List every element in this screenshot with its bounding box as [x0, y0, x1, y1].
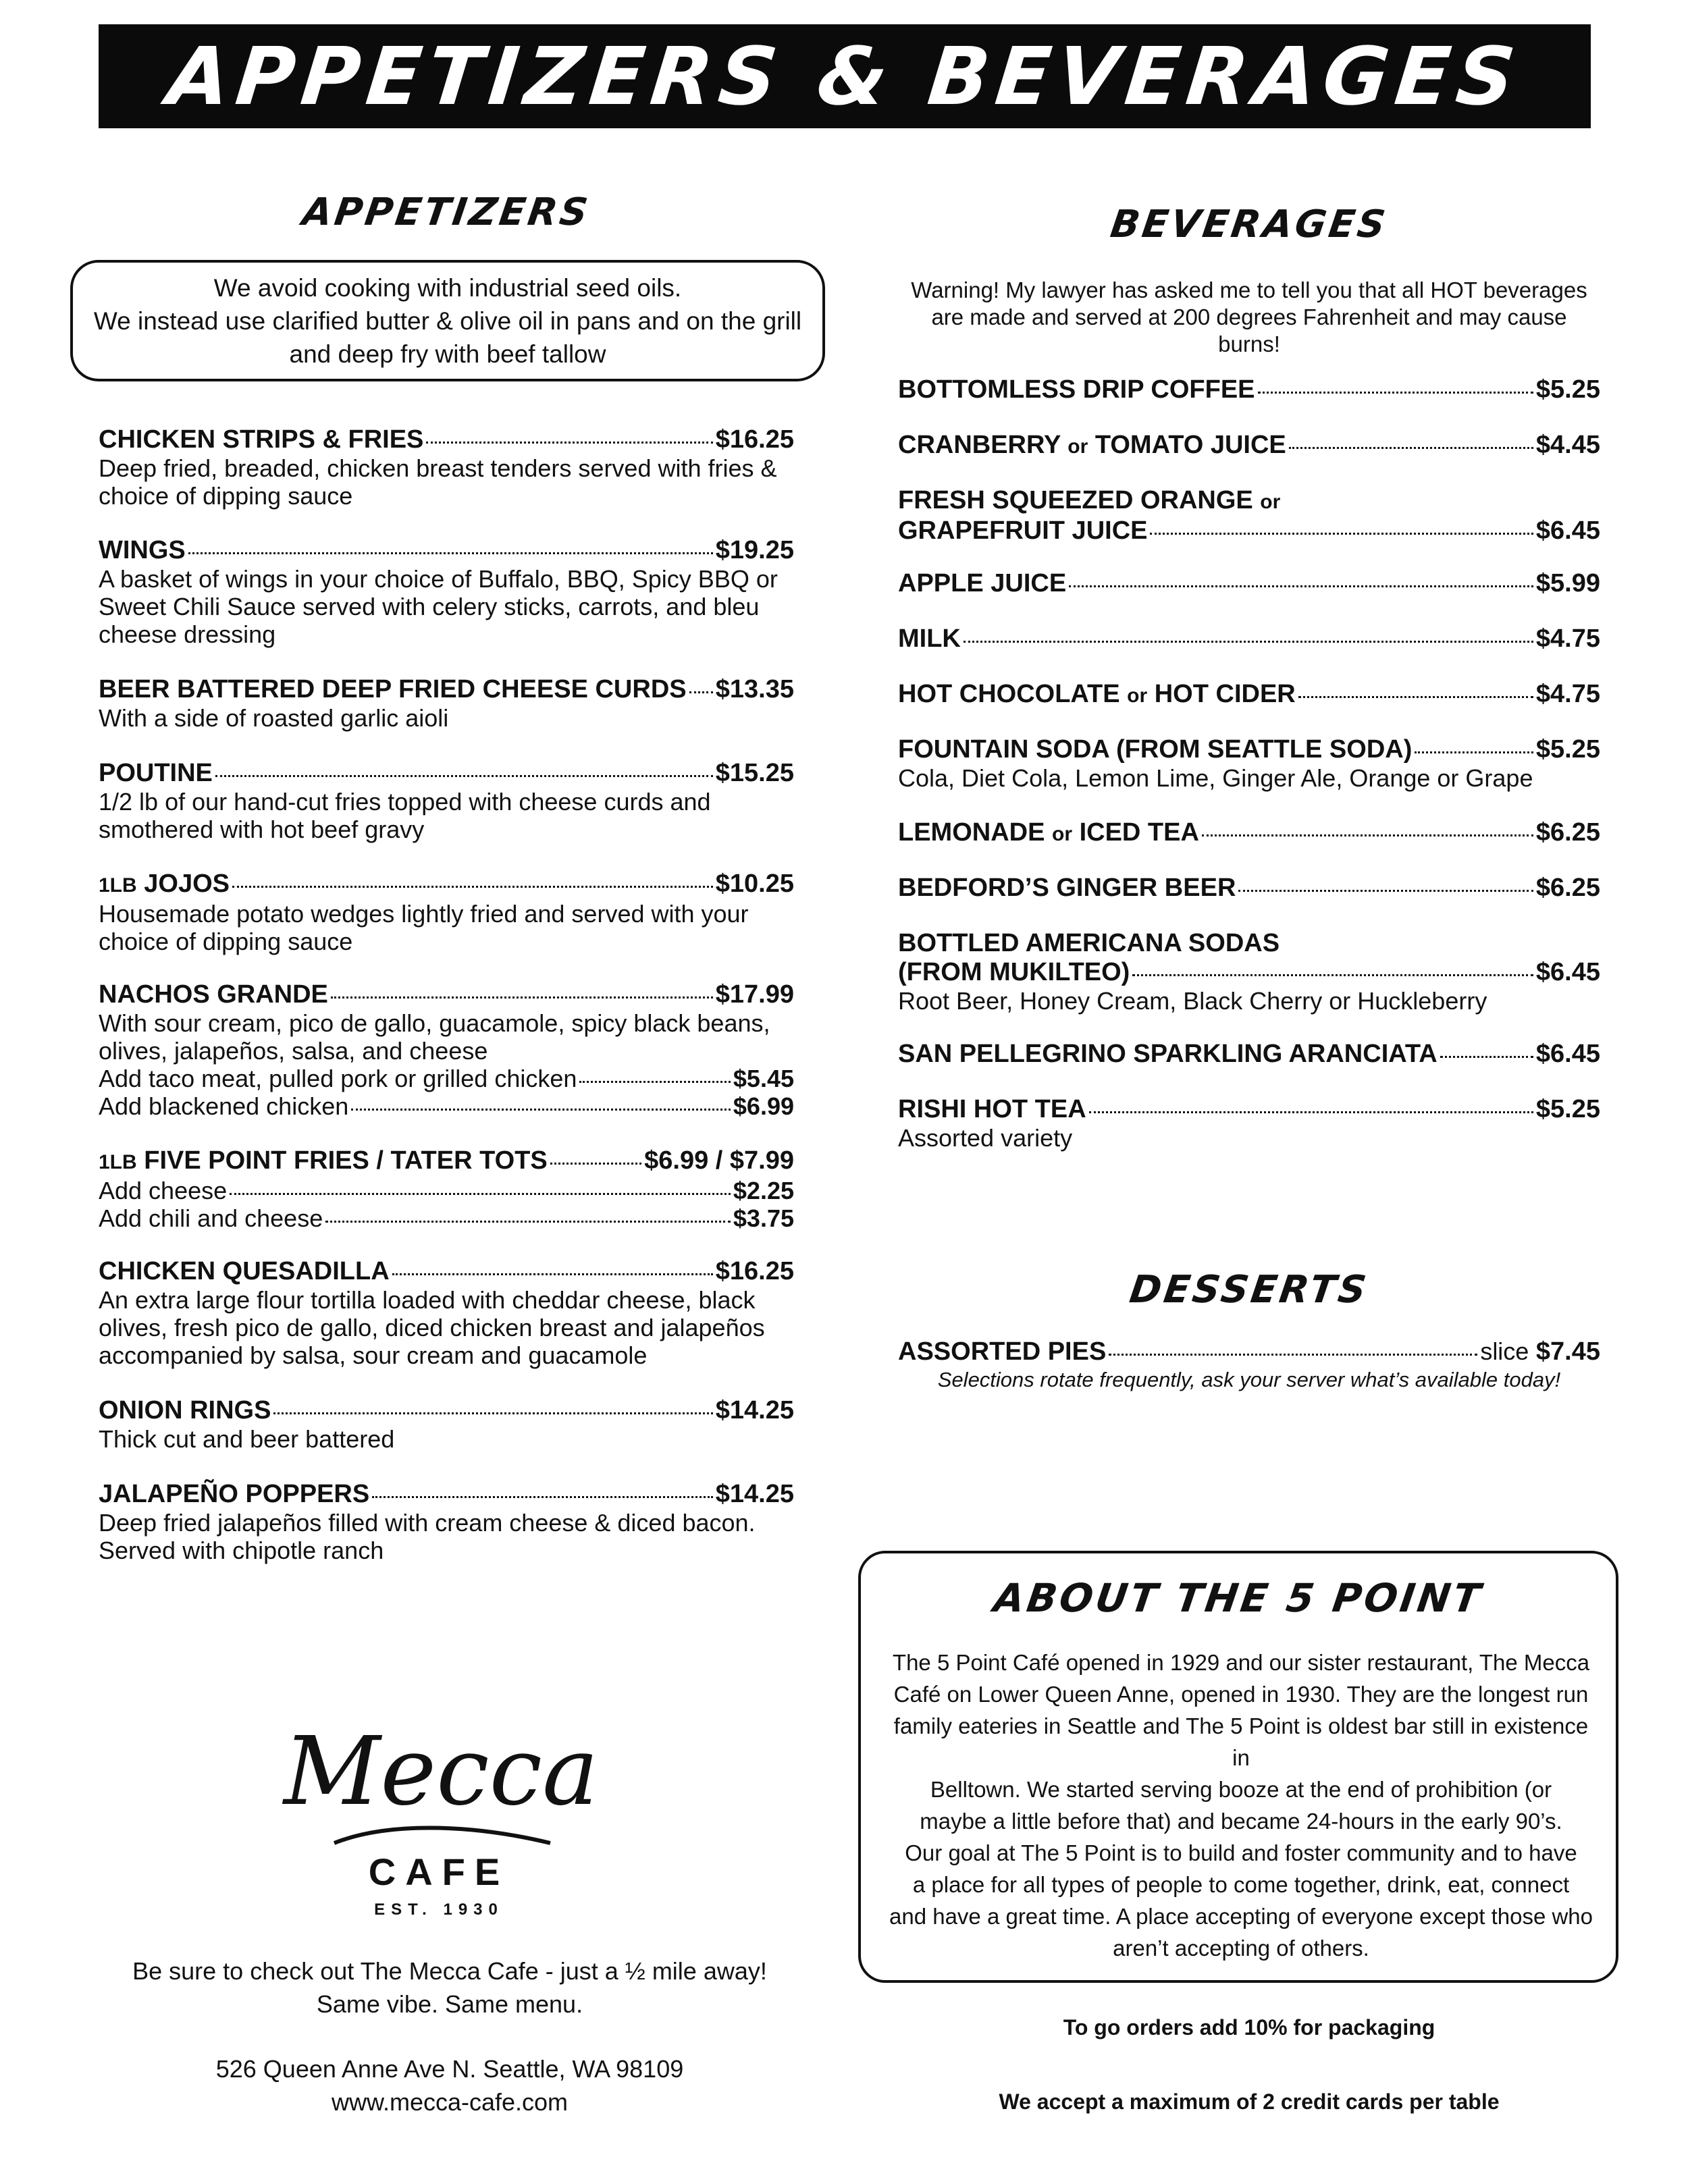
about-line: and have a great time. A place accepting of everyone except those who	[889, 1904, 1593, 1929]
item-description: Housemade potato wedges lightly fried and served with your choice of dipping sauce	[99, 900, 749, 955]
menu-item	[898, 569, 1600, 598]
mecca-cafe-logo	[284, 1715, 599, 1938]
about-line: family eateries in Seattle and The 5 Point is oldest bar still in existence in	[893, 1713, 1589, 1770]
leader-dots	[351, 1109, 731, 1111]
item-size-prefix: 1LB	[99, 874, 137, 897]
leader-dots	[1415, 751, 1533, 753]
logo-word: CAFE	[368, 1850, 510, 1893]
item-description: With sour cream, pico de gallo, guacamole, spicy black beans, olives, jalapeños, salsa, and cheese	[99, 1009, 770, 1065]
addon-price: $3.75	[733, 1204, 794, 1232]
addon-price: $6.99	[733, 1092, 794, 1120]
notice-line: We instead use clarified butter & olive oil in pans and on the grill	[93, 307, 802, 335]
leader-dots	[1258, 392, 1533, 394]
menu-item	[99, 425, 794, 510]
item-name-part: CRANBERRY	[898, 431, 1061, 459]
about-line: maybe a little before that) and became 24-hours in the early 90’s.	[920, 1809, 1562, 1834]
leader-dots	[426, 442, 712, 444]
addon-label: Add blackened chicken	[99, 1092, 349, 1120]
seed-oil-notice	[70, 260, 825, 381]
item-price: $5.25	[1535, 1095, 1600, 1123]
leader-dots	[188, 552, 713, 554]
about-line: Belltown. We started serving booze at the end of prohibition (or	[930, 1777, 1552, 1802]
menu-item	[898, 1095, 1600, 1152]
item-name-part: HOT CHOCOLATE	[898, 680, 1120, 708]
item-name-or: or	[1260, 491, 1281, 513]
item-price: $5.25	[1535, 735, 1600, 764]
item-description: Deep fried jalapeños filled with cream cheese & diced bacon. Served with chipotle ranch	[99, 1509, 756, 1564]
item-price: $16.25	[715, 425, 794, 454]
about-line: Café on Lower Queen Anne, opened in 1930. They are the longest run	[893, 1682, 1589, 1707]
leader-dots	[331, 996, 713, 998]
item-name: CHICKEN QUESADILLA	[99, 1257, 390, 1285]
item-description: An extra large flour tortilla loaded with cheddar cheese, black olives, fresh pico de gallo, diced chicken breast and jalapeños accompanied by salsa, sour cream and guacamole	[99, 1286, 765, 1369]
leader-dots	[1202, 834, 1533, 836]
item-price: $4.45	[1535, 431, 1600, 459]
item-price: $6.25	[1535, 874, 1600, 902]
leader-dots	[1109, 1354, 1477, 1356]
about-line: a place for all types of people to come together, drink, eat, connect	[912, 1872, 1570, 1897]
logo-est: EST. 1930	[374, 1900, 504, 1919]
leader-dots	[1089, 1111, 1533, 1113]
leader-dots	[579, 1081, 731, 1083]
item-price: $6.45	[1535, 516, 1600, 545]
item-price: $6.45	[1535, 958, 1600, 986]
item-name-or: or	[1052, 823, 1073, 845]
street-address: 526 Queen Anne Ave N. Seattle, WA 98109	[215, 2055, 684, 2083]
item-name-line1: BOTTLED AMERICANA SODAS	[898, 929, 1280, 957]
addon-label: Add chili and cheese	[99, 1204, 323, 1232]
leader-dots	[325, 1221, 731, 1223]
menu-item	[99, 675, 794, 732]
item-name-line1	[898, 486, 1600, 516]
about-title: ABOUT THE 5 POINT	[991, 1575, 1486, 1621]
item-description: 1/2 lb of our hand-cut fries topped with cheese curds and smothered with hot beef gravy	[99, 788, 711, 843]
item-name: BEER BATTERED DEEP FRIED CHEESE CURDS	[99, 675, 687, 703]
item-description: Root Beer, Honey Cream, Black Cherry or Huckleberry	[898, 987, 1487, 1015]
website-link[interactable]: www.mecca-cafe.com	[331, 2088, 569, 2116]
item-name-part: FRESH SQUEEZED ORANGE	[898, 486, 1253, 514]
item-name-part: HOT CIDER	[1154, 680, 1296, 708]
item-name-text: FIVE POINT FRIES / TATER TOTS	[144, 1146, 548, 1175]
menu-item	[898, 375, 1600, 404]
item-description: Thick cut and beer battered	[99, 1425, 395, 1453]
item-name-part: ICED TEA	[1079, 818, 1199, 847]
item-price: $16.25	[715, 1257, 794, 1285]
item-name	[898, 431, 1286, 461]
item-price: $4.75	[1535, 624, 1600, 653]
item-name: BOTTOMLESS DRIP COFFEE	[898, 375, 1255, 404]
item-name-part: TOMATO JUICE	[1094, 431, 1286, 459]
item-description: A basket of wings in your choice of Buffalo, BBQ, Spicy BBQ or Sweet Chili Sauce served with celery sticks, carrots, and bleu cheese dressing	[99, 565, 778, 648]
about-text	[888, 1647, 1594, 1964]
item-name: CHICKEN STRIPS & FRIES	[99, 425, 424, 454]
menu-item	[99, 1396, 794, 1453]
item-name	[898, 818, 1199, 849]
address-block	[99, 2052, 801, 2119]
notice-line: We avoid cooking with industrial seed oils.	[213, 273, 682, 302]
menu-item	[99, 1257, 794, 1369]
leader-dots	[230, 1193, 731, 1195]
about-line: The 5 Point Café opened in 1929 and our sister restaurant, The Mecca	[892, 1650, 1590, 1675]
item-unit: slice	[1480, 1337, 1529, 1365]
leader-dots	[273, 1412, 712, 1414]
leader-dots	[550, 1163, 641, 1165]
item-price: $6.99 / $7.99	[644, 1146, 794, 1175]
leader-dots	[1298, 696, 1533, 698]
promo-line: Same vibe. Same menu.	[316, 1990, 583, 2018]
menu-item	[99, 1146, 794, 1232]
desserts-title: DESSERTS	[1127, 1268, 1371, 1312]
item-price: $7.45	[1535, 1337, 1600, 1366]
leader-dots	[1289, 447, 1533, 449]
addon-label: Add taco meat, pulled pork or grilled chicken	[99, 1065, 577, 1092]
hot-beverage-warning: Warning! My lawyer has asked me to tell you that all HOT beverages are made and served at 200 degrees Fahrenheit and may cause burns!	[911, 277, 1587, 356]
item-addon	[99, 1065, 794, 1092]
page-banner	[99, 24, 1591, 128]
item-name: NACHOS GRANDE	[99, 980, 328, 1009]
item-addon	[99, 1204, 794, 1232]
leader-dots	[1069, 585, 1533, 587]
menu-item	[898, 818, 1600, 849]
item-name: SAN PELLEGRINO SPARKLING ARANCIATA	[898, 1040, 1438, 1068]
menu-item	[898, 486, 1600, 545]
item-name-text: JOJOS	[144, 870, 230, 898]
item-description: With a side of roasted garlic aioli	[99, 704, 449, 732]
item-name: BEDFORD’S GINGER BEER	[898, 874, 1236, 902]
leader-dots	[1440, 1056, 1533, 1058]
beverages-title: BEVERAGES	[1107, 203, 1391, 246]
item-price: $5.25	[1535, 375, 1600, 404]
item-size-prefix: 1LB	[99, 1151, 137, 1173]
dessert-note: Selections rotate frequently, ask your server what’s available today!	[937, 1368, 1561, 1391]
menu-item	[99, 759, 794, 843]
item-name: GRAPEFRUIT JUICE	[898, 516, 1148, 545]
about-box	[858, 1551, 1618, 1983]
item-addon	[99, 1092, 794, 1120]
item-description: Deep fried, breaded, chicken breast tenders served with fries & choice of dipping sauce	[99, 454, 777, 510]
item-name: JALAPEÑO POPPERS	[99, 1480, 370, 1508]
menu-item	[898, 874, 1600, 903]
item-name: WINGS	[99, 536, 186, 564]
item-description: Cola, Diet Cola, Lemon Lime, Ginger Ale, Orange or Grape	[898, 764, 1533, 792]
addon-price: $2.25	[733, 1177, 794, 1204]
menu-item	[898, 1337, 1600, 1366]
item-name: FOUNTAIN SODA (FROM SEATTLE SODA)	[898, 735, 1413, 764]
banner-title: APPETIZERS & BEVERAGES	[163, 30, 1526, 123]
item-price: $14.25	[715, 1480, 794, 1508]
item-name: ONION RINGS	[99, 1396, 271, 1424]
item-price: $5.99	[1535, 569, 1600, 597]
item-name	[898, 680, 1296, 710]
menu-item	[99, 1480, 794, 1564]
mecca-promo	[99, 1954, 801, 2021]
menu-item	[898, 735, 1600, 792]
leader-dots	[964, 641, 1533, 643]
item-name-or: or	[1127, 685, 1148, 707]
item-price: $6.25	[1535, 818, 1600, 847]
menu-item	[99, 870, 794, 955]
leader-dots	[1238, 890, 1533, 892]
menu-item	[898, 929, 1600, 1015]
about-line: aren’t accepting of others.	[1113, 1936, 1369, 1961]
leader-dots	[1150, 533, 1533, 535]
appetizers-title: APPETIZERS	[299, 190, 594, 234]
item-price: $4.75	[1535, 680, 1600, 708]
leader-dots	[215, 775, 713, 777]
item-name-part: LEMONADE	[898, 818, 1045, 847]
item-price: $15.25	[715, 759, 794, 787]
item-price: $14.25	[715, 1396, 794, 1424]
item-description: Assorted variety	[898, 1124, 1073, 1152]
credit-card-policy: We accept a maximum of 2 credit cards per table	[999, 2089, 1500, 2114]
item-price: $6.45	[1535, 1040, 1600, 1068]
item-name-or: or	[1067, 435, 1088, 458]
item-name: APPLE JUICE	[898, 569, 1067, 597]
item-name: MILK	[898, 624, 961, 653]
item-price: $10.25	[715, 870, 794, 898]
menu-item	[898, 624, 1600, 654]
promo-line: Be sure to check out The Mecca Cafe - just a ½ mile away!	[132, 1957, 767, 1985]
item-name: RISHI HOT TEA	[898, 1095, 1086, 1123]
leader-dots	[232, 886, 713, 888]
leader-dots	[392, 1273, 713, 1275]
to-go-policy: To go orders add 10% for packaging	[1063, 2015, 1435, 2040]
addon-label: Add cheese	[99, 1177, 228, 1204]
leader-dots	[372, 1496, 713, 1498]
item-price: $19.25	[715, 536, 794, 564]
menu-item	[898, 1040, 1600, 1069]
item-name	[99, 870, 230, 900]
addon-price: $5.45	[733, 1065, 794, 1092]
item-name: ASSORTED PIES	[898, 1337, 1107, 1366]
menu-item	[99, 980, 794, 1120]
logo-script: Mecca	[284, 1717, 599, 1827]
menu-item	[99, 536, 794, 648]
item-name	[99, 1146, 548, 1177]
item-name: (FROM MUKILTEO)	[898, 958, 1130, 986]
leader-dots	[1132, 974, 1533, 976]
item-price: $13.35	[715, 675, 794, 703]
notice-line: and deep fry with beef tallow	[289, 340, 606, 368]
leader-dots	[689, 691, 713, 693]
item-addon	[99, 1177, 794, 1204]
item-name: POUTINE	[99, 759, 213, 787]
menu-item	[898, 431, 1600, 461]
menu-item	[898, 680, 1600, 710]
about-line: Our goal at The 5 Point is to build and foster community and to have	[905, 1840, 1577, 1865]
item-price: $17.99	[715, 980, 794, 1009]
